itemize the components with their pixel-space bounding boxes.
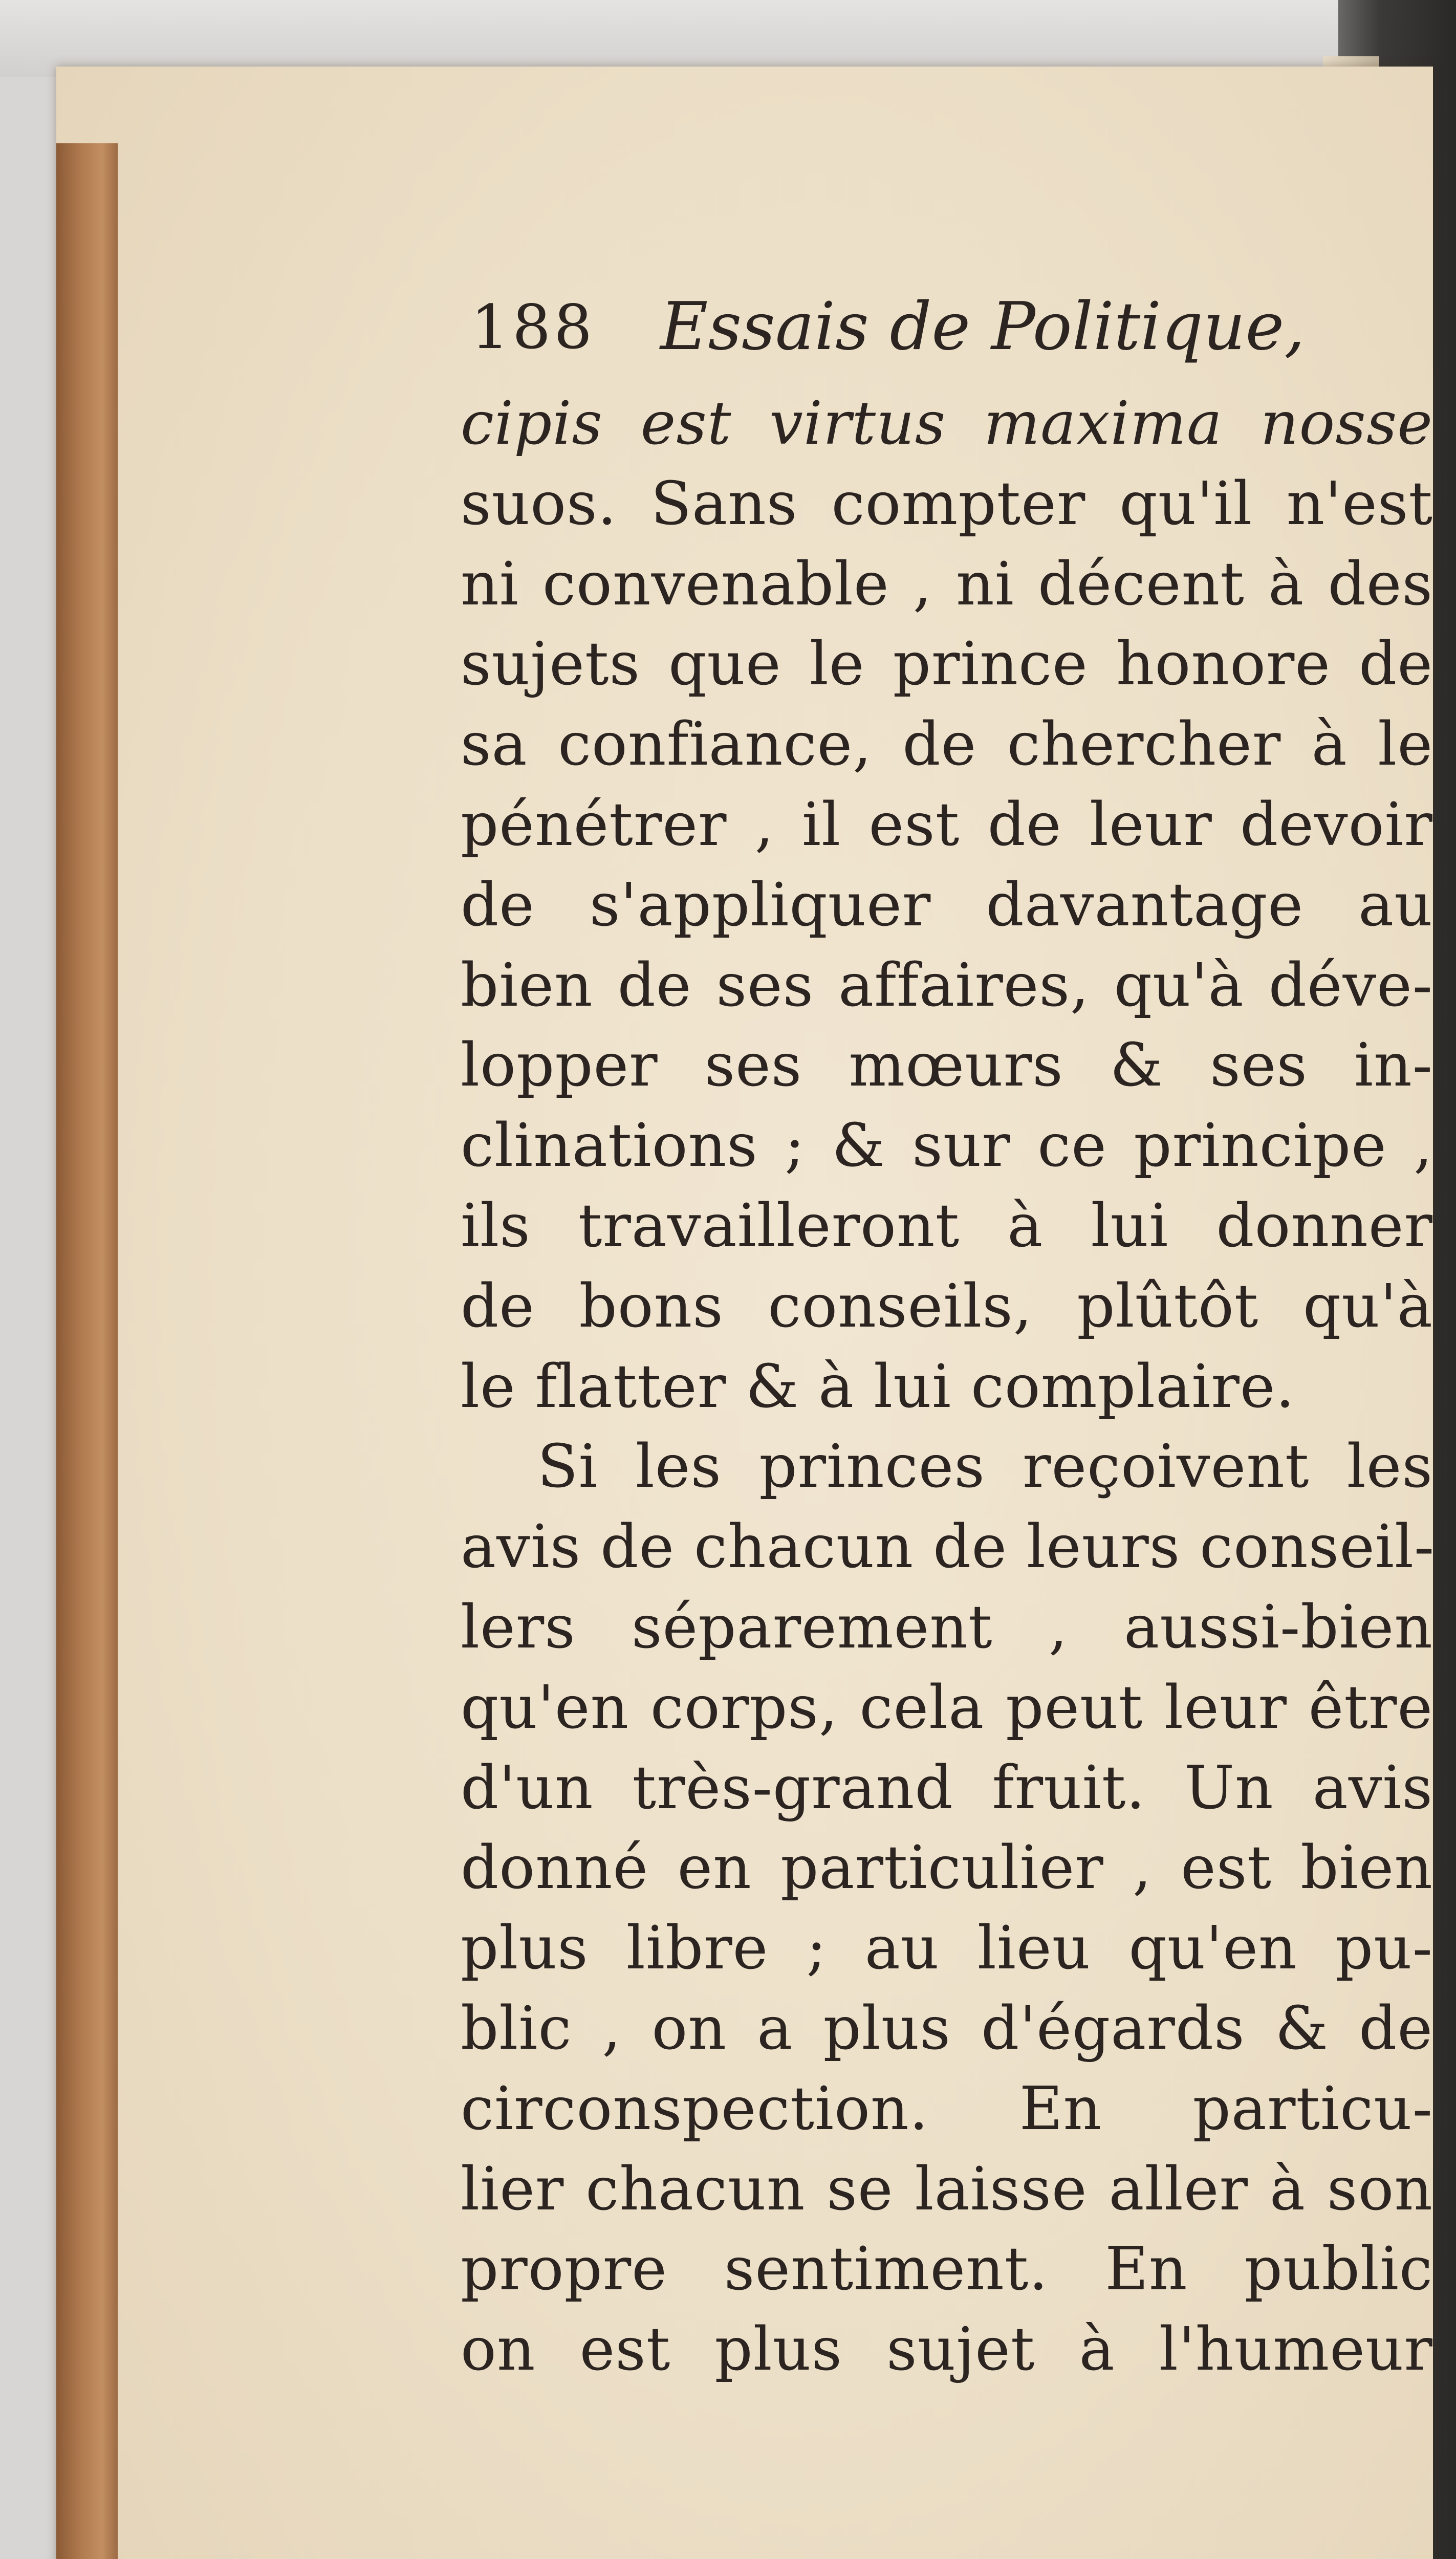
running-title: Essais de Politique, — [660, 289, 1305, 365]
text-line: avis de chacun de leurs conseil- — [461, 1512, 1435, 1582]
book-page — [56, 67, 1433, 2559]
text-line: le flatter & à lui complaire. — [461, 1352, 1295, 1421]
text-line: circonspection. En particu- — [461, 2074, 1433, 2143]
page-number: 188 — [471, 292, 596, 362]
page-text-block — [461, 289, 1435, 2390]
text-line: Si les princes reçoivent les — [537, 1432, 1433, 1502]
text-line: d'un très-grand fruit. Un avis — [461, 1753, 1433, 1823]
text-line: pénétrer , il est de leur devoir — [461, 790, 1433, 859]
text-line: qu'en corps, cela peut leur être — [461, 1673, 1433, 1742]
text-line: cipis est virtus maxima nosse — [461, 389, 1433, 458]
text-line: lopper ses mœurs & ses in- — [461, 1031, 1433, 1100]
text-line: de bons conseils, plûtôt qu'à — [461, 1271, 1433, 1341]
text-line: bien de ses affaires, qu'à déve- — [461, 950, 1433, 1020]
page-block-edge — [56, 143, 118, 2559]
text-line: ni convenable , ni décent à des — [461, 549, 1433, 619]
text-line: lers séparement , aussi-bien — [461, 1592, 1433, 1662]
text-line: suos. Sans compter qu'il n'est — [461, 469, 1433, 538]
text-line: propre sentiment. En public — [461, 2235, 1433, 2304]
text-line: clinations ; & sur ce principe , — [461, 1111, 1433, 1181]
text-line: de s'appliquer davantage au — [461, 870, 1433, 940]
text-line: donné en particulier , est bien — [461, 1833, 1433, 1903]
text-line: ils travailleront à lui donner — [461, 1191, 1433, 1261]
page-header — [461, 289, 1433, 384]
text-line: on est plus sujet à l'humeur — [461, 2315, 1433, 2384]
text-line: lier chacun se laisse aller à son — [461, 2154, 1433, 2224]
background-top — [0, 0, 1456, 77]
text-line: blic , on a plus d'égards & de — [461, 1993, 1433, 2063]
text-line: plus libre ; au lieu qu'en pu- — [461, 1914, 1433, 1983]
text-line: sujets que le prince honore de — [461, 630, 1433, 699]
text-line: sa confiance, de chercher à le — [461, 710, 1433, 779]
